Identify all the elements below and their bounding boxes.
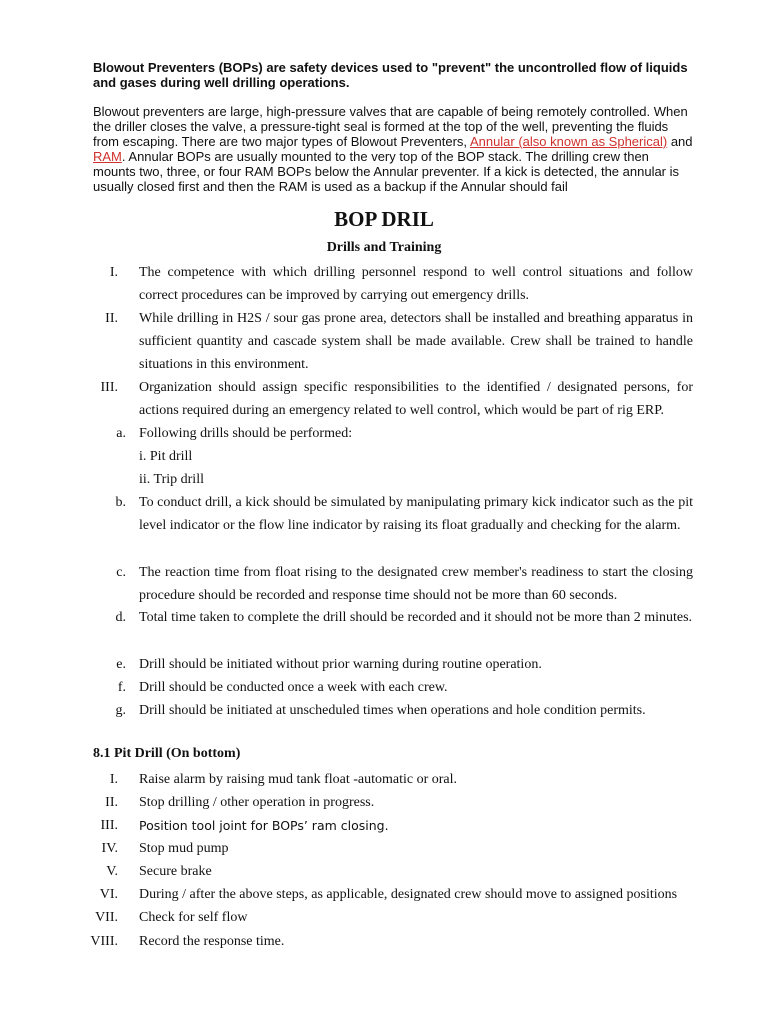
list-item: The competence with which drilling personnel respond to well control situations and follow correct procedures can be improved by carrying out emergency drills. xyxy=(139,265,693,303)
step-item: Secure brake xyxy=(139,864,212,879)
step-number: IV. xyxy=(101,841,118,856)
step-item: Check for self flow xyxy=(139,910,248,925)
list-letter: g. xyxy=(115,703,126,718)
list-letter: b. xyxy=(115,495,126,510)
list-item: Organization should assign specific responsibilities to the identified / designated persons, for actions required during an emergency related to well control, which would be part of rig ERP. xyxy=(139,380,693,418)
annular-link[interactable]: Annular (also known as Spherical) xyxy=(469,134,668,149)
ram-link[interactable]: RAM xyxy=(93,149,122,164)
list-item: Drill should be initiated at unscheduled times when operations and hole condition permits. xyxy=(139,703,646,718)
list-number: III. xyxy=(100,380,118,395)
step-number: II. xyxy=(105,795,118,810)
list-item: The reaction time from float rising to the designated crew member's readiness to start the closing procedure should be recorded and response time should not be more than 60 seconds. xyxy=(139,565,693,603)
step-item: Stop mud pump xyxy=(139,841,229,856)
list-item: While drilling in H2S / sour gas prone area, detectors shall be installed and breathing apparatus in sufficient quantity and cascade system shall be made available. Crew shall be trained to handle situations in this environment. xyxy=(139,311,693,372)
intro-text-2: and xyxy=(667,134,693,149)
section-heading: 8.1 Pit Drill (On bottom) xyxy=(93,746,241,761)
sub-list-item: ii. Trip drill xyxy=(139,472,204,487)
intro-text-1: Blowout preventers are large, high-pressure valves that are capable of being remotely controlled. When the driller closes the valve, a pressure-tight seal is formed at the top of the well, preventing the fluids from escaping. There are two major types of Blowout Preventers, xyxy=(93,104,688,149)
list-letter: f. xyxy=(117,680,126,695)
list-letter: d. xyxy=(115,610,126,625)
step-number: VII. xyxy=(95,910,118,925)
list-letter: c. xyxy=(116,565,126,580)
step-number: III. xyxy=(100,818,118,833)
list-item: To conduct drill, a kick should be simulated by manipulating primary kick indicator such as the pit level indicator or the flow line indicator by raising its float gradually and checking for the alarm. xyxy=(139,495,693,533)
intro-paragraph xyxy=(93,104,693,194)
step-item: Record the response time. xyxy=(139,934,285,949)
list-item: Total time taken to complete the drill should be recorded and it should not be more than 2 minutes. xyxy=(139,610,693,625)
list-letter: e. xyxy=(116,657,126,672)
step-number: I. xyxy=(109,772,118,787)
list-letter: a. xyxy=(116,426,126,441)
list-item: Following drills should be performed: xyxy=(139,426,353,441)
step-item: Stop drilling / other operation in progress. xyxy=(139,795,375,810)
step-number: VIII. xyxy=(90,934,118,949)
step-number: VI. xyxy=(99,887,118,902)
page-title: BOP DRIL xyxy=(334,207,434,231)
intro-text-3: . Annular BOPs are usually mounted to the very top of the BOP stack. The drilling crew then mounts two, three, or four RAM BOPs below the Annular preventer. If a kick is detected, the annular is usually closed first and then the RAM is used as a backup if the Annular should fail xyxy=(93,149,680,194)
sub-list-item: i. Pit drill xyxy=(139,449,193,464)
list-item: Drill should be initiated without prior warning during routine operation. xyxy=(139,657,542,672)
section-subtitle: Drills and Training xyxy=(326,240,442,255)
step-item: During / after the above steps, as applicable, designated crew should move to assigned positions xyxy=(139,887,678,902)
list-item: Drill should be conducted once a week with each crew. xyxy=(139,680,448,695)
step-number: V. xyxy=(106,864,118,879)
intro-heading: Blowout Preventers (BOPs) are safety devices used to "prevent" the uncontrolled flow of liquids and gases during well drilling operations. xyxy=(93,60,688,90)
list-number: I. xyxy=(109,265,118,280)
step-item: Raise alarm by raising mud tank float -automatic or oral. xyxy=(139,772,458,787)
step-item: Position tool joint for BOPs’ ram closing. xyxy=(139,818,389,833)
list-number: II. xyxy=(105,311,118,326)
